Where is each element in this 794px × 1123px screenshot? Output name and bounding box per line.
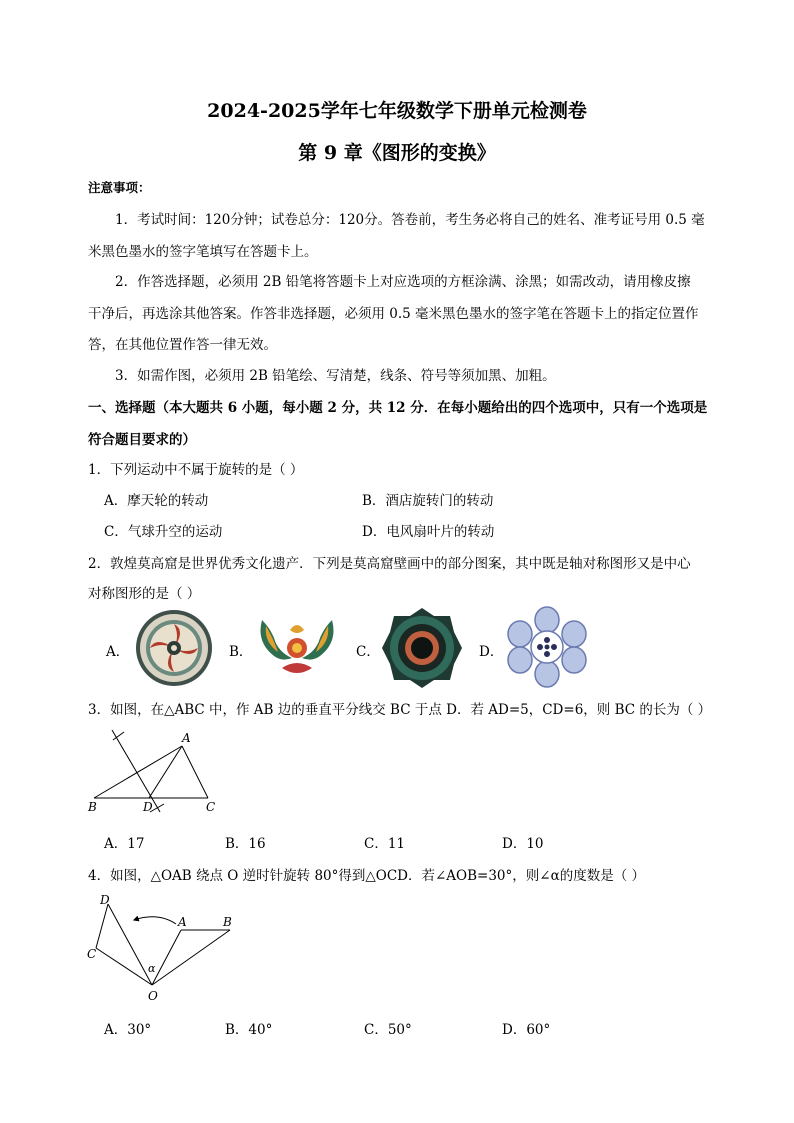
q4-option-a: A．30° (104, 1022, 152, 1038)
q2-stem-line-2: 对称图形的是（ ） (88, 586, 201, 602)
notice-item-3: 3．如需作图，必须用 2B 铅笔绘、写清楚，线条、符号等须加黑、加粗。 (115, 368, 556, 384)
q3-label-c: C (206, 800, 216, 814)
q4-label-c: C (87, 947, 97, 961)
q1-option-c: C．气球升空的运动 (104, 524, 223, 540)
notice-heading: 注意事项： (88, 180, 151, 195)
notice-item-2-line-1: 2．作答选择题，必须用 2B 铅笔将答题卡上对应选项的方框涂满、涂黑；如需改动，请用橡皮擦 (115, 274, 691, 290)
q4-label-d: D (100, 893, 110, 907)
page-title: 2024-2025学年七年级数学下册单元检测卷 (207, 100, 587, 122)
q4-option-c: C．50° (364, 1022, 412, 1038)
q3-option-c: C．11 (364, 836, 406, 852)
q2-pattern-b-image (252, 612, 342, 682)
q3-option-d: D．10 (502, 836, 544, 852)
q1-option-a: A．摩天轮的转动 (104, 493, 209, 509)
q4-label-a: A (178, 915, 187, 929)
q3-option-b: B．16 (225, 836, 266, 852)
q2-pattern-c-image (380, 606, 464, 690)
notice-item-1-line-2: 米黑色墨水的签字笔填写在答题卡上。 (88, 244, 318, 260)
q4-label-alpha: α (148, 962, 156, 975)
section-heading-line-2: 符合题目要求的） (88, 432, 196, 448)
notice-item-1-line-1: 1．考试时间：120分钟；试卷总分：120分。答卷前，考生务必将自己的姓名、准考证号用 0.5 毫 (115, 212, 705, 228)
q2-label-c: C． (356, 644, 380, 660)
q3-label-d: D (143, 800, 153, 814)
q1-stem: 1．下列运动中不属于旋转的是（ ） (88, 462, 304, 478)
q2-label-d: D． (479, 644, 504, 660)
q3-option-a: A．17 (104, 836, 145, 852)
notice-item-2-line-3: 答，在其他位置作答一律无效。 (88, 337, 277, 353)
q4-option-b: B．40° (225, 1022, 273, 1038)
q3-figure (84, 726, 234, 822)
q1-option-d: D．电风扇叶片的转动 (362, 524, 495, 540)
q4-label-b: B (223, 915, 232, 929)
q1-option-b: B．酒店旋转门的转动 (362, 493, 494, 509)
q2-stem-line-1: 2．敦煌莫高窟是世界优秀文化遗产．下列是莫高窟壁画中的部分图案，其中既是轴对称图形又是中心 (88, 556, 691, 572)
q4-stem: 4．如图，△OAB 绕点 O 逆时针旋转 80°得到△OCD．若∠AOB=30°，则∠α的度数是（ ） (88, 868, 645, 884)
page-subtitle: 第 9 章《图形的变换》 (298, 142, 496, 164)
q2-label-b: B． (229, 644, 253, 660)
section-heading-line-1: 一、选择题（本大题共 6 小题，每小题 2 分，共 12 分．在每小题给出的四个选项中，只有一个选项是 (88, 400, 708, 416)
notice-item-2-line-2: 干净后，再选涂其他答案。作答非选择题，必须用 0.5 毫米黑色墨水的签字笔在答题卡上的指定位置作 (88, 306, 699, 322)
q2-pattern-a-image (134, 608, 214, 688)
q3-stem: 3．如图，在△ABC 中，作 AB 边的垂直平分线交 BC 于点 D．若 AD=5，CD=6，则 BC 的长为（ ） (88, 702, 712, 718)
q2-pattern-d-image (502, 604, 592, 690)
q4-figure (84, 890, 244, 1006)
q3-label-a: A (182, 731, 191, 745)
q4-label-o: O (148, 989, 158, 1003)
q4-option-d: D．60° (502, 1022, 551, 1038)
q3-label-b: B (88, 800, 97, 814)
q2-label-a: A． (106, 644, 130, 660)
